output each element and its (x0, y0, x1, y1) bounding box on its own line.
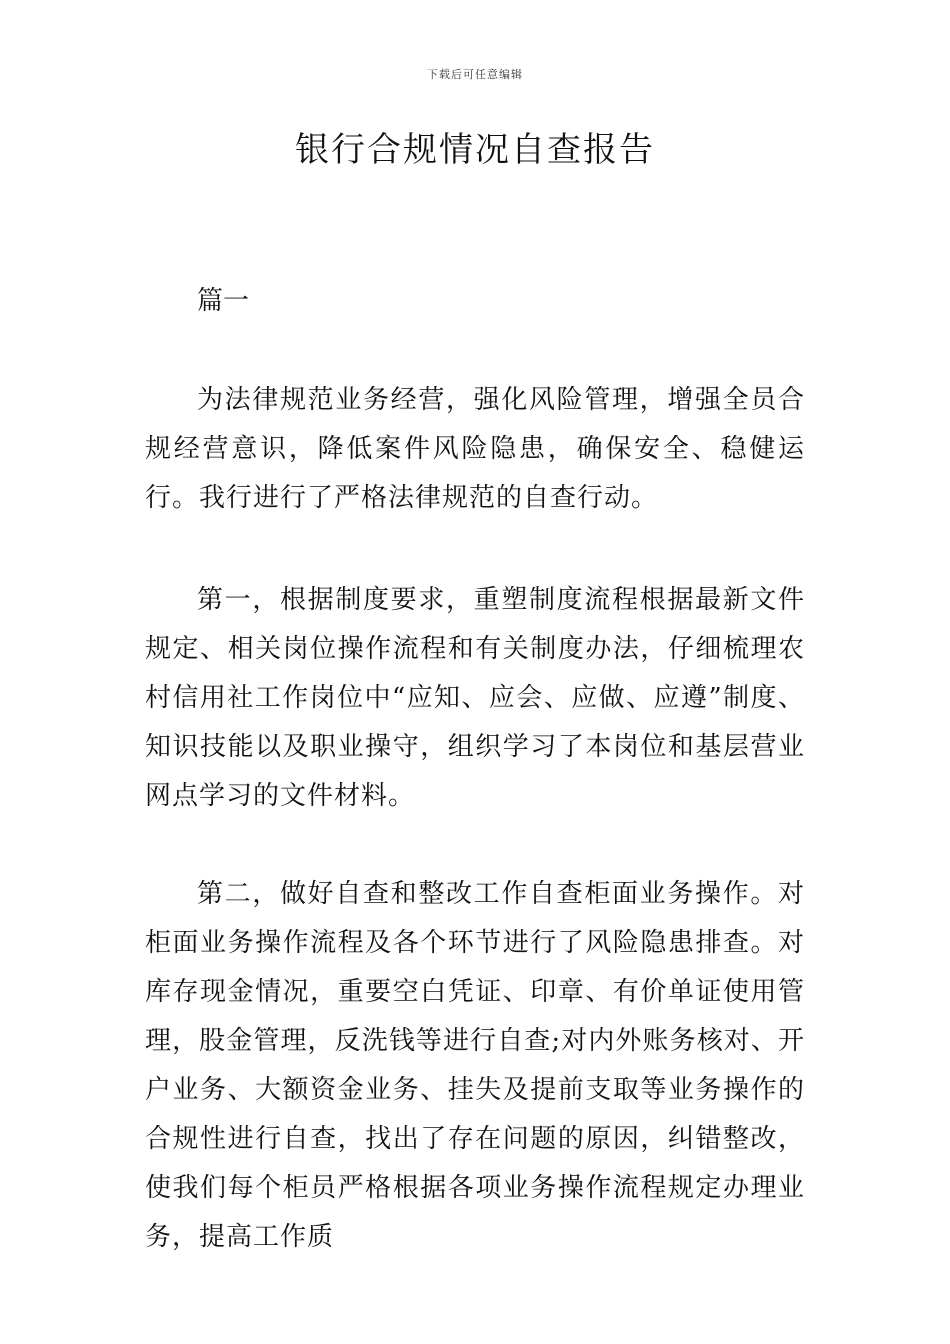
paragraph-first: 第一，根据制度要求，重塑制度流程根据最新文件规定、相关岗位操作流程和有关制度办法，仔细梳理农村信用社工作岗位中“应知、应会、应做、应遵”制度、知识技能以及职业操守，组织学习了本岗位和基层营业网点学习的文件材料。 (145, 585, 805, 811)
section-label: 篇一 (197, 286, 250, 316)
document-title: 银行合规情况自查报告 (295, 130, 655, 170)
paragraph-intro: 为法律规范业务经营，强化风险管理，增强全员合规经营意识，降低案件风险隐患，确保安全、稳健运行。我行进行了严格法律规范的自查行动。 (145, 385, 805, 513)
header-note: 下载后可任意编辑 (427, 68, 523, 81)
paragraph-second: 第二，做好自查和整改工作自查柜面业务操作。对柜面业务操作流程及各个环节进行了风险隐患排查。对库存现金情况，重要空白凭证、印章、有价单证使用管理，股金管理，反洗钱等进行自查;对内外账务核对、开户业务、大额资金业务、挂失及提前支取等业务操作的合规性进行自查，找出了存在问题的原因，纠错整改，使我们每个柜员严格根据各项业务操作流程规定办理业务，提高工作质 (145, 879, 805, 1252)
